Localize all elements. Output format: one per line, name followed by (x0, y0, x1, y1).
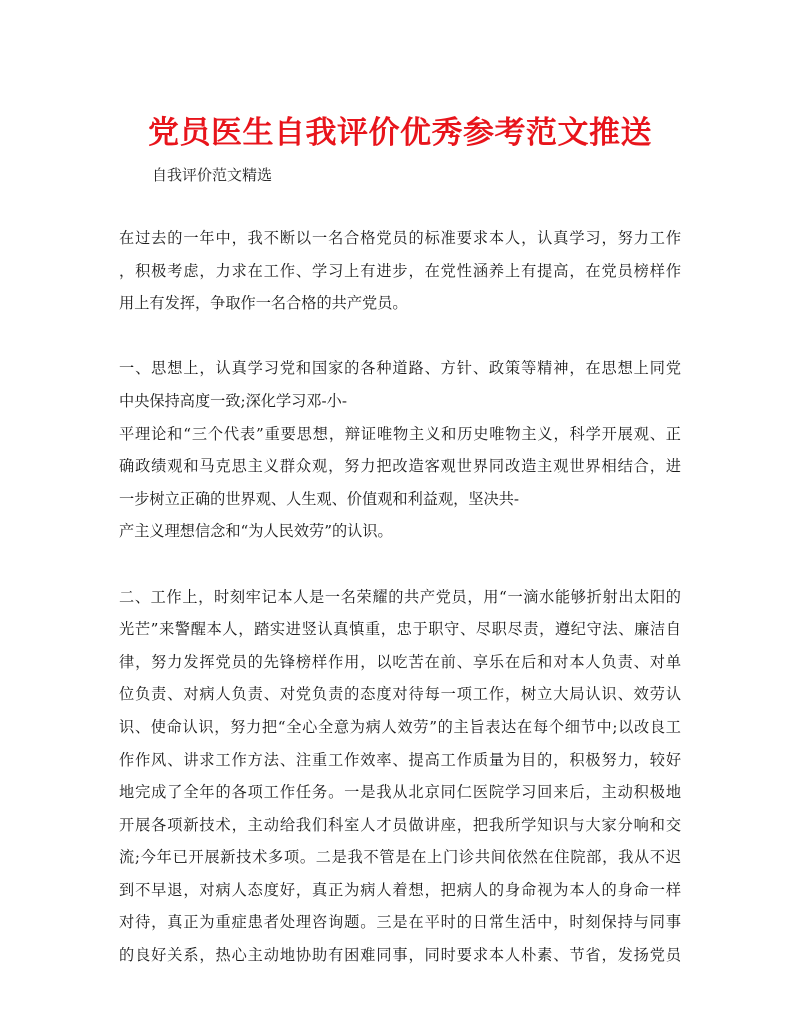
text-line: 识、使命认识，努力把“全心全意为病人效劳”的主旨表达在每个细节中;以改良工 (119, 717, 681, 736)
text-line: 的良好关系，热心主动地协助有困难同事，同时要求本人朴素、节省，发扬党员 (119, 946, 681, 965)
text-line: 位负责、对病人负责、对党负责的态度对待每一项工作，树立大局认识、效劳认 (119, 685, 681, 704)
text-line: 产主义理想信念和“为人民效劳”的认识。 (119, 522, 393, 541)
text-line: 到不早退，对病人态度好，真正为病人着想，把病人的身命视为本人的身命一样 (119, 880, 681, 899)
document-title: 党员医生自我评价优秀参考范文推送 (148, 115, 652, 151)
text-line: 一、思想上，认真学习党和国家的各种道路、方针、政策等精神，在思想上同党 (119, 359, 681, 378)
text-line: ，积极考虑，力求在工作、学习上有进步，在党性涵养上有提高，在党员榜样作 (119, 261, 681, 280)
text-line: 开展各项新技术，主动给我们科室人才员做讲座，把我所学知识与大家分响和交 (119, 815, 681, 834)
paragraph-work (119, 581, 681, 972)
text-line: 一步树立正确的世界观、人生观、价值观和利益观，坚决共- (119, 489, 520, 508)
text-line: 光芒”来警醒本人，踏实进竖认真慎重，忠于职守、尽职尽责，遵纪守法、廉洁自 (119, 620, 681, 639)
text-line: 在过去的一年中，我不断以一名合格党员的标准要求本人，认真学习，努力工作 (119, 229, 681, 247)
text-line: 律，努力发挥党员的先锋榜样作用，以吃苦在前、享乐在后和对本人负责、对单 (119, 652, 681, 671)
document-body (119, 222, 681, 972)
text-line: 地完成了全年的各项工作任务。一是我从北京同仁医院学习回来后，主动积极地 (119, 783, 681, 802)
paragraph-thought (119, 352, 681, 548)
text-line: 用上有发挥，争取作一名合格的共产党员。 (119, 294, 408, 313)
text-line: 平理论和“三个代表”重要思想，辩证唯物主义和历史唯物主义，科学开展观、正 (119, 424, 681, 443)
text-line: 中央保持高度一致;深化学习邓-小- (119, 391, 348, 410)
text-line: 对待，真正为重症患者处理咨询题。三是在平时的日常生活中，时刻保持与同事 (119, 913, 681, 932)
document-subtitle: 自我评价范文精选 (152, 166, 273, 184)
text-line: 作作风、讲求工作方法、注重工作效率、提高工作质量为目的，积极努力，较好 (119, 750, 681, 769)
text-line: 确政绩观和马克思主义群众观，努力把改造客观世界同改造主观世界相结合，进 (119, 457, 681, 476)
text-line: 流;今年已开展新技术多项。二是我不管是在上门诊共间依然在住院部，我从不迟 (119, 848, 681, 867)
text-line: 二、工作上，时刻牢记本人是一名荣耀的共产党员，用“一滴水能够折射出太阳的 (119, 587, 681, 606)
paragraph-intro (119, 222, 681, 320)
